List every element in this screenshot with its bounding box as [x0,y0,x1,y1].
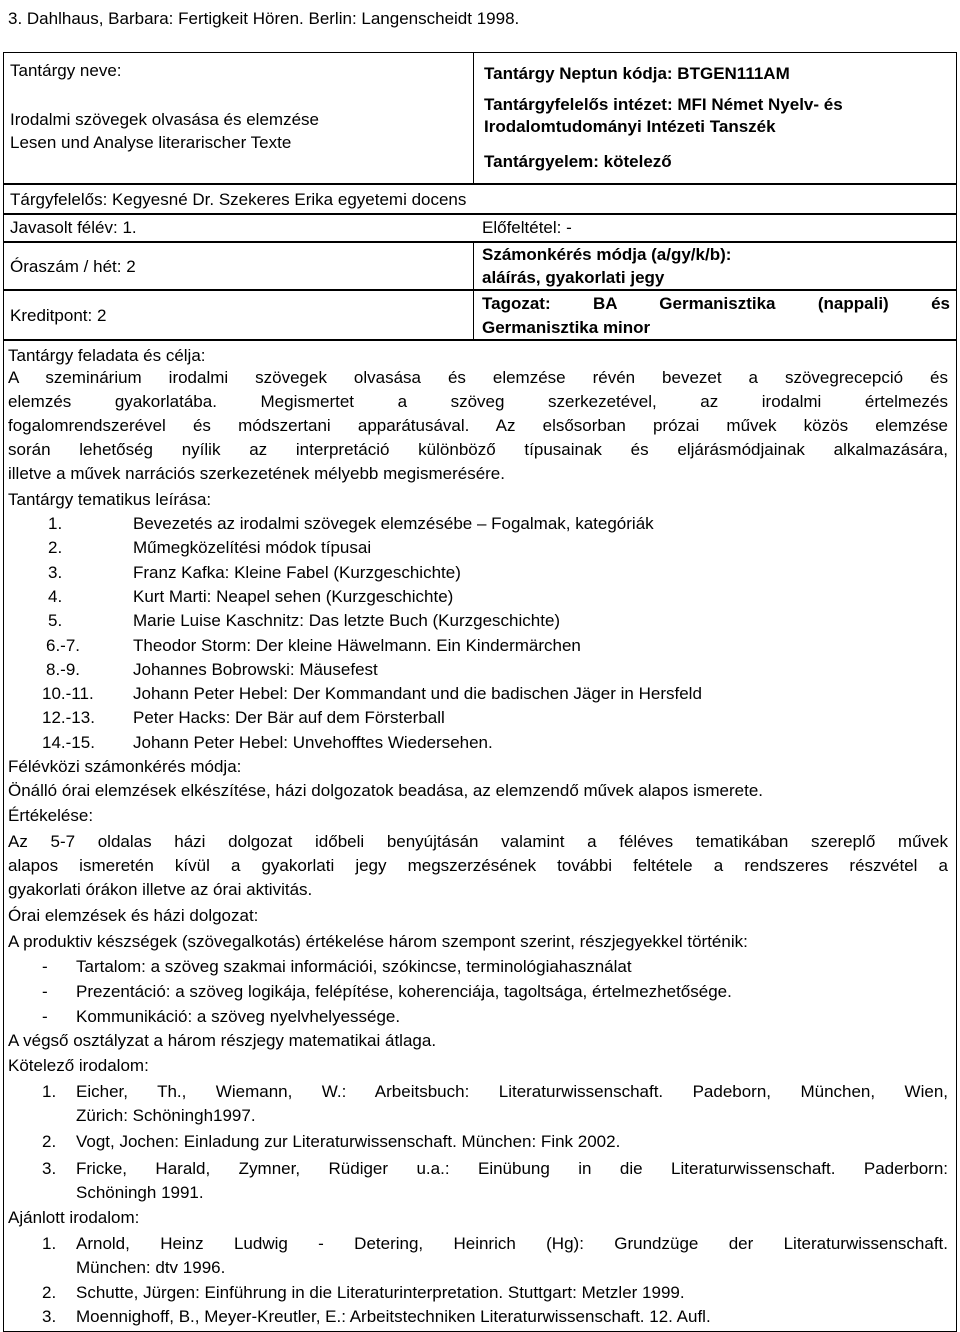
weekly-hours: Óraszám / hét: 2 [10,257,136,276]
thematic-item-text: Theodor Storm: Der kleine Häwelmann. Ein Kindermärchen [133,636,581,655]
course-element: Tantárgyelem: kötelező [484,152,672,171]
recommended-item-line-2: München: dtv 1996. [76,1258,226,1277]
recommended-semester: Javasolt félév: 1. [10,218,137,237]
required-item-line-1: Eicher, Th., Wiemann, W.: Arbeitsbuch: Literaturwissenschaft. Padeborn, München, Wien, [76,1082,948,1101]
thematic-item-text: Johann Peter Hebel: Der Kommandant und die badischen Jäger in Hersfeld [133,684,702,703]
recommended-item-line-1: Arnold, Heinz Ludwig - Detering, Heinrich (Hg): Grundzüge der Literaturwissenschaft. [76,1234,948,1253]
goal-line: során lehetőség nyílik az interpretáció különböző típusainak és eljárásmódjainak alkalmazására, [8,440,948,459]
required-num: 3. [42,1159,57,1178]
course-name-de: Lesen und Analyse literarischer Texte [10,133,292,152]
course-name-label: Tantárgy neve: [10,61,122,80]
bullet-dash: - [42,982,48,1001]
thematic-item-text: Johann Peter Hebel: Unvehofftes Wiedersehen. [133,733,493,752]
recommended-num: 2. [42,1283,57,1302]
evaluation-line: gyakorlati órákon illetve az órai aktivitás. [8,880,313,899]
course-name-hu: Irodalmi szövegek olvasása és elemzése [10,110,319,129]
midterm-text: Önálló órai elemzések elkészítése, házi dolgozatok beadása, az elemzendő művek alapos ismerete. [8,781,764,800]
program-line-2: Germanisztika minor [482,318,651,337]
goal-line: fogalomrendszerével és módszertani apparátusával. Az elsősorban prózai művek közös elemzése [8,416,948,435]
bullet-dash: - [42,957,48,976]
institute-line-2: Irodalomtudományi Intézeti Tanszék [484,117,776,136]
thematic-item-text: Marie Luise Kaschnitz: Das letzte Buch (Kurzgeschichte) [133,611,561,630]
evaluation-final: A végső osztályzat a három részjegy matematikai átlaga. [8,1031,437,1050]
course-responsible: Tárgyfelelős: Kegyesné Dr. Szekeres Erika egyetemi docens [10,190,467,209]
thematic-item-number: 4. [48,587,63,606]
evaluation-bullet: Kommunikáció: a szöveg nyelvhelyessége. [76,1007,401,1026]
recommended-item-line-1: Moennighoff, B., Meyer-Kreutler, E.: Arbeitstechniken Literaturwissenschaft. 12. Aufl. [76,1307,711,1326]
recommended-heading: Ajánlott irodalom: [8,1208,140,1227]
required-num: 2. [42,1132,57,1151]
required-heading: Kötelező irodalom: [8,1056,149,1075]
goal-line: A szeminárium irodalmi szövegek olvasása és elemzése révén bevezet a szövegrecepció és [8,368,948,387]
evaluation-intro: A produktiv készségek (szövegalkotás) értékelése három szempont szerint, részjegyekkel történik: [8,932,748,951]
thematic-item-text: Peter Hacks: Der Bär auf dem Försterball [133,708,445,727]
goal-line: illetve a művek narrációs szerkezetének mélyebb megismerésére. [8,464,505,483]
thematic-item-number: 14.-15. [42,733,95,752]
thematic-item-text: Bevezetés az irodalmi szövegek elemzésébe – Fogalmak, kategóriák [133,514,654,533]
thematic-item-number: 5. [48,611,63,630]
program-line-1: Tagozat: BA Germanisztika (nappali) és [482,294,950,313]
required-item-line-2: Schöningh 1991. [76,1183,204,1202]
required-item-line-1: Fricke, Harald, Zymner, Rüdiger u.a.: Einübung in die Literaturwissenschaft. Paderborn: [76,1159,948,1178]
evaluation-bullet: Prezentáció: a szöveg logikája, felépítése, koherenciája, tagoltsága, értelmezhetősége. [76,982,732,1001]
prerequisite: Előfeltétel: - [482,218,572,237]
bullet-dash: - [42,1007,48,1026]
required-num: 1. [42,1082,57,1101]
thematic-item-number: 6.-7. [46,636,81,655]
required-item-line-1: Vogt, Jochen: Einladung zur Literaturwissenschaft. München: Fink 2002. [76,1132,621,1151]
institute-line-1: Tantárgyfelelős intézet: MFI Német Nyelv- és [484,95,843,114]
credit-points: Kreditpont: 2 [10,306,107,325]
thematic-item-text: Műmegközelítési módok típusai [133,538,372,557]
evaluation-heading: Értékelése: [8,806,94,825]
midterm-heading: Félévközi számonkérés módja: [8,757,242,776]
recommended-num: 1. [42,1234,57,1253]
evaluation-line: Az 5-7 oldalas házi dolgozat időbeli benyújtásán valamint a féléves tematikában szereplő művek [8,832,948,851]
thematic-item-number: 8.-9. [46,660,81,679]
previous-reference-line: 3. Dahlhaus, Barbara: Fertigkeit Hören. Berlin: Langenscheidt 1998. [8,9,520,28]
thematic-item-number: 2. [48,538,63,557]
thematic-heading: Tantárgy tematikus leírása: [8,490,212,509]
thematic-item-number: 1. [48,514,63,533]
thematic-item-number: 10.-11. [42,684,94,703]
required-item-line-2: Zürich: Schöningh1997. [76,1106,256,1125]
recommended-num: 3. [42,1307,57,1326]
thematic-item-text: Johannes Bobrowski: Mäusefest [133,660,378,679]
semester-row [3,214,957,242]
neptun-code: Tantárgy Neptun kódja: BTGEN111AM [484,64,790,83]
evaluation-line: alapos ismeretén kívül a gyakorlati jegy megszerzésének további feltétele a rendszeres részvétel a [8,856,948,875]
evaluation-subheading: Órai elemzések és házi dolgozat: [8,906,259,925]
thematic-item-number: 3. [48,563,63,582]
goal-heading: Tantárgy feladata és célja: [8,346,206,365]
assessment-mode-label: Számonkérés módja (a/gy/k/b): [482,245,732,264]
assessment-mode-value: aláírás, gyakorlati jegy [482,268,665,287]
evaluation-bullet: Tartalom: a szöveg szakmai információi, szókincse, terminológiahasználat [76,957,632,976]
goal-line: elemzés gyakorlatába. Megismertet a szöveg szerkezetével, az irodalmi értelmezés [8,392,948,411]
thematic-item-text: Franz Kafka: Kleine Fabel (Kurzgeschichte) [133,563,461,582]
recommended-item-line-1: Schutte, Jürgen: Einführung in die Literaturinterpretation. Stuttgart: Metzler 1999. [76,1283,685,1302]
thematic-item-number: 12.-13. [42,708,95,727]
thematic-item-text: Kurt Marti: Neapel sehen (Kurzgeschichte) [133,587,454,606]
